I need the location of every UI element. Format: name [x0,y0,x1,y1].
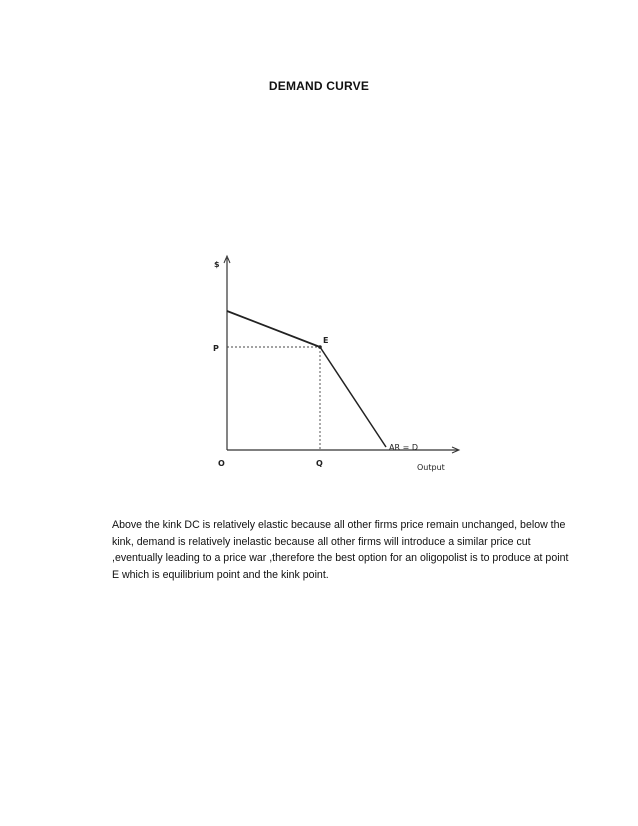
explanation-paragraph: Above the kink DC is relatively elastic because all other firms price remain unchanged, below the kink, demand is relatively inelastic because all other firms will introduce a similar price cut ,eventually leading to a price war ,therefore the best option for an oligopolist is to produce at point E which is equilibrium point and the kink point. [112,519,569,581]
kinked-demand-diagram [196,250,466,480]
quantity-label: Q [316,459,323,468]
kink-label: E [323,336,329,345]
price-label: P [213,344,219,353]
kink-point [318,345,322,349]
curve-label: AR = D [389,443,418,452]
x-axis-label: Output [417,463,445,472]
origin-label: O [218,459,225,468]
demand-curve-inelastic [320,347,386,447]
kinked-demand-svg [196,250,466,480]
demand-curve-elastic [227,311,320,347]
y-axis-label: $ [214,260,220,269]
page-title: DEMAND CURVE [268,79,370,93]
